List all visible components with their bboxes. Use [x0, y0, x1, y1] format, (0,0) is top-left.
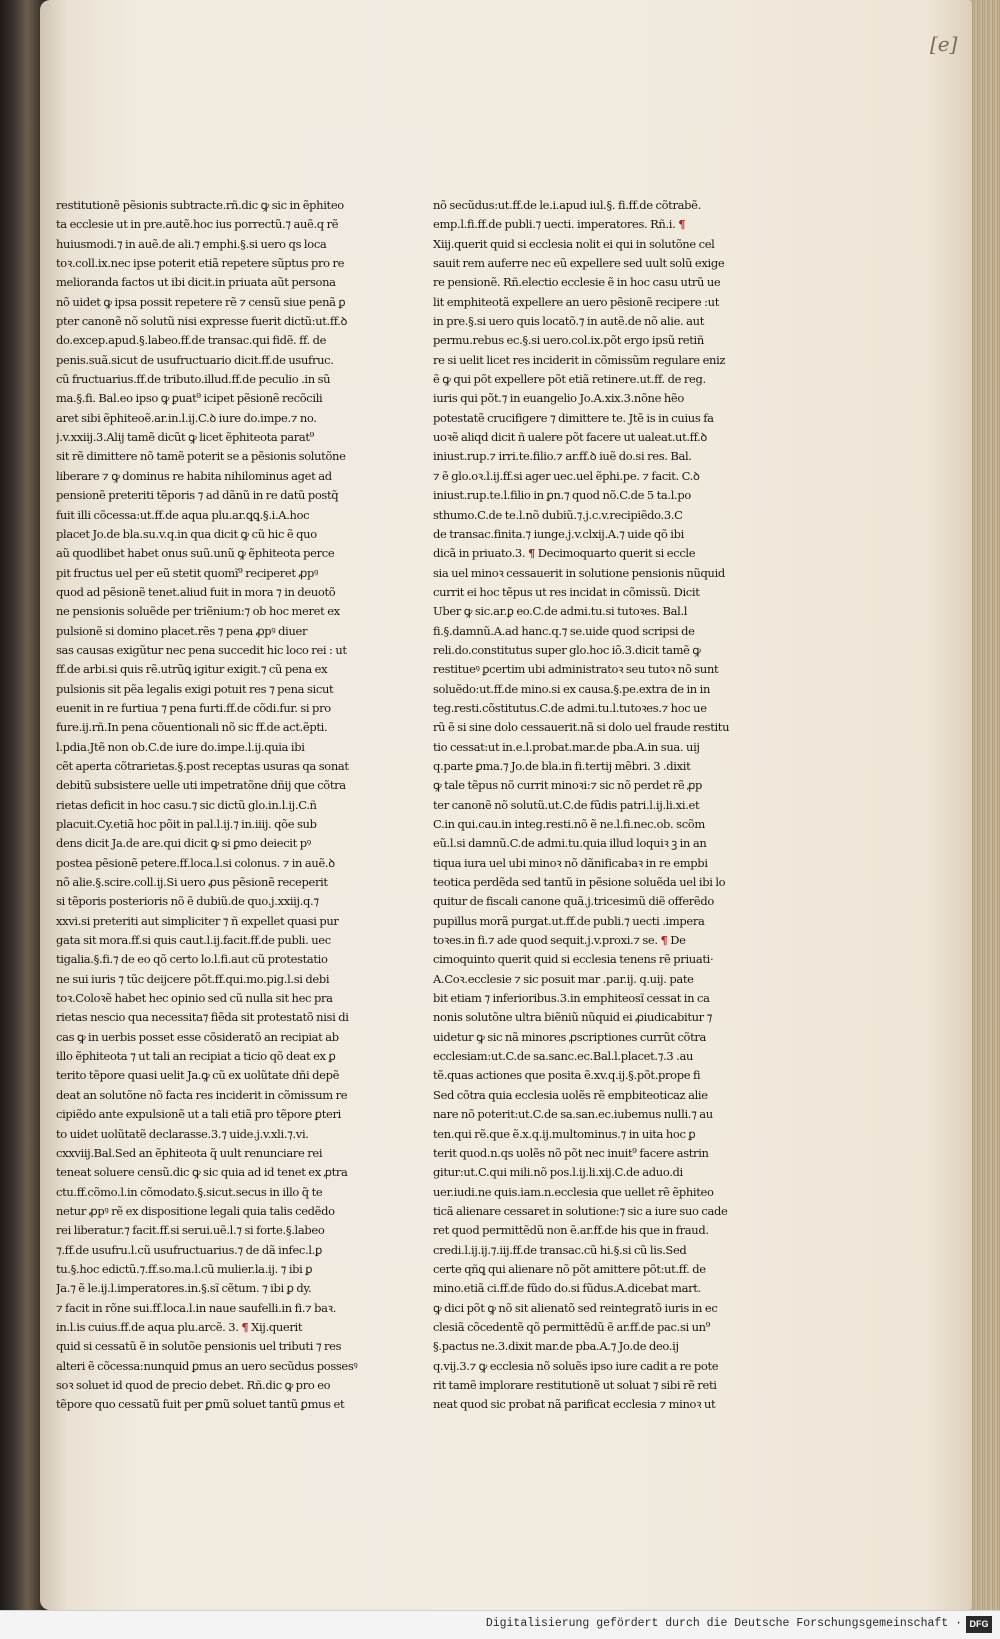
text-line: fuit illi cõcessa:ut.ff.de aqua plu.ar.ꝗꝗ.§.i.A.hoc — [56, 507, 310, 522]
text-line: restitutionẽ pẽsionis subtracte.rñ.dic ꝙ sic in ẽphiteo — [56, 198, 344, 212]
text-line: fure.ij.rñ.In pena cõuentionali nõ sic ff.de act.ẽpti. — [56, 720, 328, 735]
text-line: clesiã cõcedentẽ qõ permittẽdũ ẽ ar.ff.de pac.si un⁹ — [433, 1319, 711, 1334]
right-text-column — [433, 196, 731, 1415]
text-line: uer.iudi.ne quis.iam.n.ecclesia que uellet rẽ ẽphiteo — [433, 1184, 714, 1199]
text-line: cũ fructuarius.ff.de tributo.illud.ff.de peculio .in sũ — [56, 372, 331, 387]
text-line: soluẽdo:ut.ff.de mino.si ex causa.§.pe.extra de in in — [433, 681, 711, 696]
left-text-column — [56, 196, 361, 1415]
text-line: pensionẽ preteriti tẽporis ⁊ ad dãnũ in re datũ postq̃ — [56, 488, 339, 503]
text-line: credi.l.ij.ij.⁊.iij.ff.de transac.cũ hi.§.si cũ lis.Sed — [433, 1242, 687, 1257]
text-line: restitueꝰ ꝑcertim ubi administratoꝛ seu tutoꝛ nõ sunt — [433, 662, 719, 677]
text-line: aret sibi ẽphiteoẽ.ar.in.l.ij.C.ꝺ iure do.impe.⁊ no. — [56, 410, 317, 425]
text-line: ꝙ dici põt ꝙ nõ sit alienatõ sed reintegratõ iuris in ec — [433, 1300, 718, 1315]
text-line: netur ꝓpꝰ rẽ ex dispositione legali quia talis cedẽdo — [56, 1203, 335, 1218]
text-line: nõ uidet ꝙ ipsa possit repetere rẽ ⁊ censũ siue penã ꝑ — [56, 294, 346, 309]
text-line: aũ quodlibet habet onus suũ.unũ ꝙ ẽphiteota perce — [56, 546, 335, 561]
text-line: lit emphiteotã expellere an uero pẽsionẽ recipere :ut — [433, 294, 719, 309]
text-line: pulsionẽ si domino placet.rẽs ⁊ pena ꝓpꝰ diuer — [56, 623, 308, 638]
text-line: liberare ⁊ ꝙ dominus re habita nihilominus aget ad — [56, 468, 332, 483]
text-line: toꝛes.in fi.⁊ ade quod sequit.j.v.proxi.⁊ se. ¶ De — [433, 933, 686, 948]
text-line: re pensionẽ. Rñ.electio ecclesie ẽ in hoc casu utrũ ue — [433, 275, 721, 290]
text-line: cxxviij.Bal.Sed an ẽphiteota q̃ uult renunciare rei — [56, 1145, 323, 1160]
text-line: ecclesiam:ut.C.de sa.sanc.ec.Bal.l.placet.⁊.3 .au — [433, 1049, 694, 1064]
text-line: sit rẽ dimittere nõ tamẽ poterit se a pẽsionis solutõne — [56, 449, 346, 464]
text-line: toꝛ.Coloꝛẽ habet hec opinio sed cũ nulla sit hec pra — [56, 991, 333, 1006]
text-line: ten.qui rẽ.que ẽ.x.q.ij.multominus.⁊ in uita hoc ꝑ — [433, 1126, 696, 1141]
text-line: pit fructus uel per eũ stetit quomĩ⁹ reciperet ꝓpꝰ — [56, 565, 319, 580]
text-line: gata sit mora.ff.si quis caut.l.ij.facit.ff.de publi. uec — [56, 933, 331, 948]
text-line: uidetur ꝙ sic nã minores ꝓscriptiones currũt cõtra — [433, 1029, 707, 1044]
text-line: permu.rebus ec.§.si uero.col.ix.põt ergo ipsũ retiñ — [433, 333, 704, 348]
text-line: toꝛ.coll.ix.nec ipse poterit etiã repetere sũptus pro re — [56, 256, 345, 271]
text-line: tigalia.§.fi.⁊ de eo qõ certo lo.l.fi.aut cũ protestatio — [56, 952, 328, 967]
text-line: certe qñꝗ qui alienare nõ põt amittere põt:ut.ff. de — [433, 1261, 706, 1276]
text-line: cipiẽdo ante expulsionẽ ut a tali etiã pro tẽpore ꝑteri — [56, 1107, 341, 1122]
text-line: reli.do.constitutus super glo.hoc iõ.3.dicit tamẽ ꝙ — [433, 642, 701, 657]
paragraph-mark: ¶ — [678, 217, 686, 232]
text-line: ctu.ff.cõmo.l.in cõmodato.§.sicut.secus in illo q̃ te — [56, 1184, 323, 1199]
folio-number: [e] — [930, 32, 958, 56]
text-line: quod ad pẽsionẽ tenet.aliud fuit in mora ⁊ in deuotõ — [56, 584, 336, 599]
text-line: Xiij.querit quid si ecclesia nolit ei qui in solutõne cel — [433, 236, 715, 251]
text-line: tẽpore quo cessatũ fuit per ꝑmũ soluet tantũ ꝑmus et — [56, 1397, 345, 1412]
text-line: in.l.is cuius.ff.de aqua plu.arcẽ. 3. ¶ Xij.querit — [56, 1319, 303, 1334]
text-line: potestatẽ crucifigere ⁊ dimittere te. Jtẽ is in cuius fa — [433, 410, 714, 425]
text-line: Uber ꝙ sic.ar.ꝑ eo.C.de admi.tu.si tutoꝛes. Bal.l — [433, 604, 688, 619]
text-line: terito tẽpore quasi uelit Ja.ꝙ cũ ex uolũtate dñi depẽ — [56, 1068, 340, 1083]
text-line: C.in qui.cau.in integ.resti.nõ ẽ ne.l.fi.nec.ob. scõm — [433, 817, 705, 831]
text-line: tẽ.quas actiones que posita ẽ.xv.q.ij.§.põt.prope fi — [433, 1068, 701, 1083]
text-line: sas causas exigũtur nec pena succedit hic loco rei : ut — [56, 642, 347, 657]
text-line: nõ alie.§.scire.coll.ij.Si uero ꝓus pẽsionẽ receperit — [56, 875, 328, 890]
text-line: cimoquinto querit quid si ecclesia tenens rẽ priuati· — [433, 952, 714, 967]
text-line: uoꝛẽ aliqd dicit ñ ualere põt facere ut ualeat.ut.ff.ꝺ — [433, 430, 707, 445]
text-line: alteri ẽ cõcessa:nunquid ꝑmus an uero secũdus possesꝰ — [56, 1358, 358, 1373]
text-line: currit ei hoc tẽpus ut res incidat in cõmissũ. Dicit — [433, 584, 700, 599]
text-line: tio cessat:ut in.e.l.probat.mar.de pba.A.in sua. uij — [433, 739, 700, 754]
text-line: ret quod permittẽdũ non ẽ.ar.ff.de his que in fraud. — [433, 1223, 709, 1238]
text-line: xxvi.si preteriti aut simpliciter ⁊ ñ expellet quasi pur — [56, 913, 339, 928]
text-line: neat quod sic probat nã parificat ecclesia ⁊ minoꝛ ut — [433, 1397, 716, 1412]
text-line: rietas deficit in hoc casu.⁊ sic dictũ glo.in.l.ij.C.ñ — [56, 797, 317, 812]
paragraph-mark: ¶ — [660, 933, 668, 948]
text-line: l.pdia.Jtẽ non ob.C.de iure do.impe.l.ij.quia ibi — [56, 739, 305, 754]
text-line: teotica perdẽda sed tantũ in pẽsione soluẽda uel ibi lo — [433, 875, 726, 890]
text-line: rũ ẽ si sine dolo cessauerit.nã si dolo uel fraude restitu — [433, 720, 730, 735]
paragraph-mark: ¶ — [528, 546, 535, 561]
text-line: quid si cessatũ ẽ in solutõe pensionis uel tributi ⁊ res — [56, 1339, 342, 1354]
text-line: sauit rem auferre nec eũ expellere sed uult solũ exige — [433, 256, 725, 271]
text-line: ꝙ tale tẽpus nõ currit minoꝛi:⁊ sic nõ perdet rẽ ꝓp — [433, 778, 703, 793]
text-line: placet Jo.de bla.su.v.q.in qua dicit ꝙ cũ hic ẽ quo — [56, 526, 317, 541]
text-line: rei liberatur.⁊ facit.ff.si serui.uẽ.l.⁊ si forte.§.labeo — [56, 1223, 325, 1238]
text-line: iniust.rup.⁊ irri.te.filio.⁊ ar.ff.ꝺ iuẽ do.si res. Bal. — [433, 449, 692, 464]
text-line: mino.etiã ci.ff.de fũdo do.si fũdus.A.dicebat mart. — [433, 1281, 701, 1296]
text-line: ne pensionis soluẽde per triẽnium:⁊ ob hoc meret ex — [56, 604, 340, 619]
text-line: terit quod.n.qs uolẽs nõ põt nec inuit⁹ facere astrin — [433, 1145, 709, 1160]
text-line: rit tamẽ implorare restitutionẽ ut soluat ⁊ sibi rẽ reti — [433, 1377, 717, 1392]
text-line: emp.l.fi.ff.de publi.⁊ uecti. imperatores. Rñ.i. ¶ — [433, 217, 686, 232]
text-line: debitũ subsistere uelle uti impetratõne dñij que cõtra — [56, 778, 346, 793]
book-page-stack — [968, 0, 1000, 1610]
text-line: ⁊ ẽ glo.oꝛ.l.ij.ff.si ager uec.uel ẽphi.pe. ⁊ facit. C.ꝺ — [433, 468, 700, 483]
text-line: bit etiam ⁊ inferioribus.3.in emphiteosĩ cessat in ca — [433, 991, 710, 1006]
text-line: ter canonẽ nõ solutũ.ut.C.de fũdis patri.l.ij.li.xi.et — [433, 797, 700, 812]
paragraph-mark: ¶ — [241, 1319, 249, 1334]
text-line: soꝛ soluet id quod de precio debet. Rñ.dic ꝙ pro eo — [56, 1377, 331, 1392]
text-line: dicã in priuato.3. ¶ Decimoquarto querit si eccle — [433, 546, 696, 561]
text-line: ta ecclesie ut in pre.autẽ.hoc ius porrectũ.⁊ auẽ.q rẽ — [56, 217, 339, 232]
text-line: ⁊.ff.de usufru.l.cũ usufructuarius.⁊ de dã infec.l.ꝑ — [56, 1242, 322, 1257]
text-line: tu.§.hoc edictũ.⁊.ff.so.ma.l.cũ mulier.la.ij. ⁊ ibi ꝑ — [56, 1261, 313, 1276]
text-line: ne sui iuris ⁊ tũc deijcere põt.ff.qui.mo.pig.l.si debi — [56, 971, 330, 986]
text-line: iniust.rup.te.l.filio in ꝑn.⁊ quod nõ.C.de 5 ta.l.po — [433, 488, 691, 503]
text-line: penis.suã.sicut de usufructuario dicit.ff.de usufruc. — [56, 352, 334, 367]
text-line: nare nõ poterit:ut.C.de sa.san.ec.iubemus nulli.⁊ au — [433, 1107, 713, 1122]
footer-credit-text: Digitalisierung gefördert durch die Deutsche Forschungsgemeinschaft · — [485, 1617, 962, 1630]
text-line: iuris qui põt.⁊ in euangelio Jo.A.xix.3.nõne hẽo — [433, 391, 684, 406]
text-line: §.pactus ne.3.dixit mar.de pba.A.⁊ Jo.de deo.ij — [433, 1339, 679, 1354]
text-line: placuit.Cy.etiã hoc põit in pal.l.ij.⁊ in.iiij. qõe sub — [56, 817, 317, 831]
text-line: j.v.xxiij.3.Alij tamẽ dicũt ꝙ licet ẽphiteota parat⁹ — [56, 430, 314, 445]
text-line: sia uel minoꝛ cessauerit in solutione pensionis nũquid — [433, 565, 725, 580]
text-line: de transac.finita.⁊ iunge.j.v.clxij.A.⁊ uide qõ ibi — [433, 526, 684, 541]
text-line: ⁊ facit in rõne sui.ff.loca.l.in naue saufelli.in fi.⁊ baꝛ. — [56, 1300, 337, 1315]
text-line: gitur:ut.C.qui mili.nõ pos.l.ij.li.xij.C.de aduo.di — [433, 1165, 683, 1180]
text-line: postea pẽsionẽ petere.ff.loca.l.si colonus. ⁊ in auẽ.ꝺ — [56, 855, 335, 870]
text-line: sthumo.C.de te.l.nõ dubiũ.⁊.j.c.v.recipiẽdo.3.C — [433, 507, 683, 522]
text-line: A.Coꝛ.ecclesie ⁊ sic posuit mar .par.ij. q.uij. pate — [433, 971, 694, 986]
text-line: q.parte ꝑma.⁊ Jo.de bla.in fi.tertij mẽbri. 3 .dixit — [433, 758, 691, 773]
text-line: nõ secũdus:ut.ff.de le.i.apud iul.§. fi.ff.de cõtrabẽ. — [433, 198, 701, 212]
text-line: teneat soluere censũ.dic ꝙ sic quia ad id tenet ex ꝓtra — [56, 1165, 348, 1180]
text-line: melioranda factos ut ibi dicit.in priuata aũt persona — [56, 275, 336, 290]
text-line: do.excep.apud.§.labeo.ff.de transac.qui fidẽ. ff. de — [56, 333, 327, 348]
dfg-logo: DFG — [966, 1616, 992, 1633]
text-line: ticã alienare cessaret in solutione:⁊ sic a iure suo cade — [433, 1203, 728, 1218]
text-line: eũ.l.si damnũ.C.de admi.tu.quia illud loquiꝛ ꝫ in an — [433, 836, 707, 851]
text-line: dens dicit Ja.de are.qui dicit ꝙ si ꝑmo deiecit pꝰ — [56, 836, 311, 851]
text-line: rietas nescio qua necessita⁊ fiẽda sit protestatõ nisi di — [56, 1010, 349, 1025]
text-line: pulsionis sit pẽa legalis exigi potuit res ⁊ pena sicut — [56, 681, 334, 696]
text-line: pupillus morã purgat.ut.ff.de publi.⁊ uecti .impera — [433, 913, 705, 928]
text-line: Ja.⁊ ẽ le.ij.l.imperatores.in.§.sĩ cẽtum. ⁊ ibi ꝑ dy. — [56, 1281, 312, 1296]
text-line: nonis solutõne ultra biẽniũ nũquid ei ꝓiudicabitur ⁊ — [433, 1010, 712, 1025]
text-line: ẽ ꝙ qui põt expellere põt etiã retinere.ut.ff. de reg. — [433, 372, 706, 387]
text-line: illo ẽphiteota ⁊ ut tali an recipiat a ticio qõ deat ex ꝑ — [56, 1049, 336, 1064]
text-line: ma.§.fi. Bal.eo ipso ꝙ ꝑuat⁹ icipet pẽsionẽ recõcili — [56, 391, 323, 406]
text-line: huiusmodi.⁊ in auẽ.de ali.⁊ emphi.§.si uero qs loca — [56, 236, 327, 251]
text-line: re si uelit licet res inciderit in cõmissũm regulare eniz — [433, 352, 726, 367]
text-line: tiqua iura uel ubi minoꝛ nõ dãnificabaꝛ in re empbi — [433, 855, 708, 870]
text-line: q.vij.3.⁊ ꝙ ecclesia nõ soluẽs ipso iure cadit a re pote — [433, 1358, 719, 1373]
text-line: quitur de fiscali canone quã.j.tricesimũ diẽ offerẽdo — [433, 894, 714, 909]
footer-bar — [0, 1610, 1000, 1639]
text-line: teg.resti.cõstitutus.C.de admi.tu.l.tutoꝛes.⁊ hoc ue — [433, 700, 707, 715]
text-line: euenit in re furtiua ⁊ pena furti.ff.de cõdi.fur. si pro — [56, 700, 331, 715]
text-line: si tẽporis posterioris nõ ẽ dubiũ.de quo.j.xxiij.q.⁊ — [56, 894, 319, 909]
text-line: Sed cõtra quia ecclesia uolẽs rẽ empbiteoticaz alie — [433, 1087, 708, 1102]
text-line: cẽt aperta cõtrarietas.§.post receptas usuras qa sonat — [56, 758, 349, 773]
text-line: cas ꝙ in uerbis posset esse cõsideratõ an recipiat ab — [56, 1029, 339, 1044]
text-line: in pre.§.si uero quis locatõ.⁊ in autẽ.de nõ alie. aut — [433, 314, 704, 329]
text-line: fi.§.damnũ.A.ad hanc.q.⁊ se.uide quod scripsi de — [433, 623, 695, 638]
text-line: ff.de arbi.si quis rẽ.utrũꝗ igitur exigit.⁊ cũ pena ex — [56, 662, 328, 677]
text-line: deat an solutõne nõ facta res inciderit in cõmissum re — [56, 1087, 348, 1102]
text-line: pter canonẽ nõ solutũ nisi expresse fuerit dictũ:ut.ff.ꝺ — [56, 314, 348, 329]
text-line: to uidet uolũtatẽ declarasse.3.⁊ uide.j.v.xli.⁊.vi. — [56, 1126, 309, 1141]
